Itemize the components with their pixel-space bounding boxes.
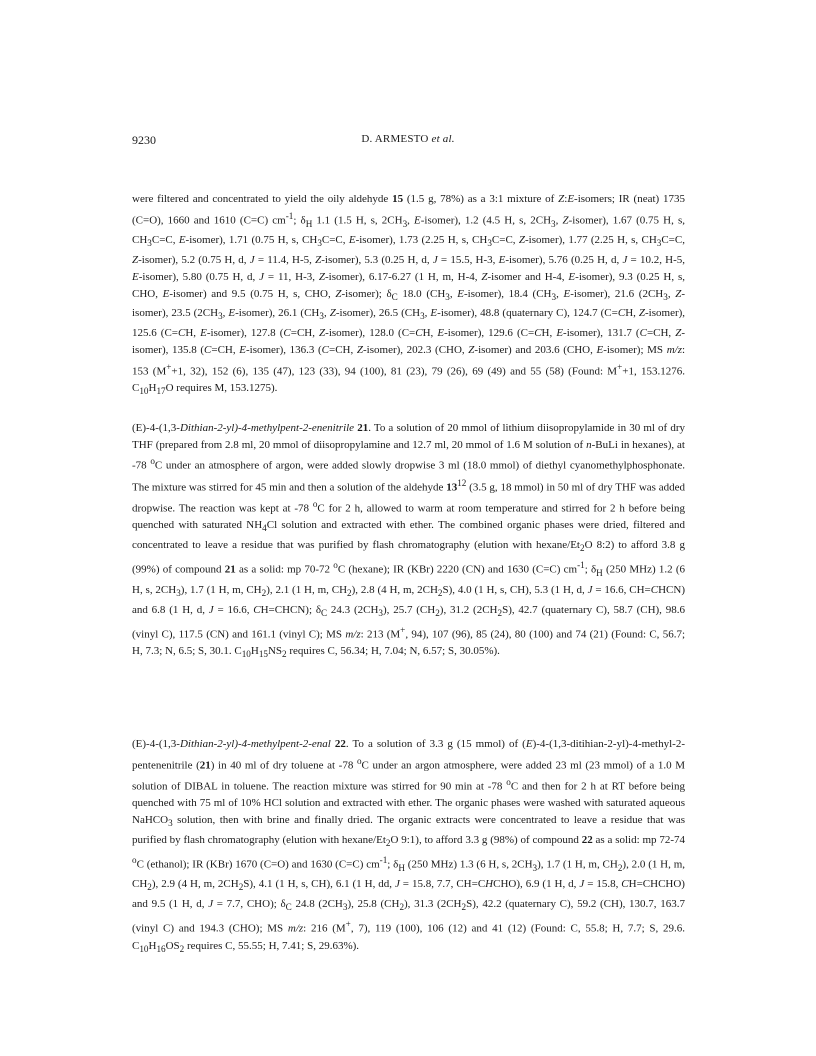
paragraph-text: were filtered and concentrated to yield the oily aldehyde 15 (1.5 g, 78%) as a 3:1 mixture of Z:E-isomers; IR (neat) 1735 (C=O), 1660 and 1610 (C=C) $cm^{-1}$; $\delta_H$ 1.1 (1.5 H, s, $2CH_3$, E-isomer), 1.2 (4.5 H, s, $2CH_3$, Z-isomer), 1.67 (0.75 H, s, $CH_3C=C$, E-isomer), 1.71 (0.75 H, s, $CH_3C=C$, E-isomer), 1.73 (2.25 H, s, $CH_3C=C$, Z-isomer), 1.77 (2.25 H, s, $CH_3C=C$, Z-isomer), 5.2 (0.75 H, d, J = 11.4, H-5, Z-isomer), 5.3 (0.25 H, d, J = 15.5, H-3, E-isomer), 5.76 (0.25 H, d, J = 10.2, H-5, E-isomer), 5.80 (0.75 H, d, J = 11, H-3, Z-isomer), 6.17-6.27 (1 H, m, H-4, Z-isomer and H-4, E-isomer), 9.3 (0.25 H, s, CHO, E-isomer) and 9.5 (0.75 H, s, CHO, Z-isomer); $\delta_C$ 18.0 ($CH_3$, E-isomer), 18.4 ($CH_3$, E-isomer), 21.6 ($2CH_3$, Z-isomer), 23.5 ($2CH_3$, E-isomer), 26.1 ($CH_3$, Z-isomer), 26.5 ($CH_3$, E-isomer), 48.8 (quaternary C), 124.7 (C=CH, Z-isomer), 125.6 (C=CH, E-isomer), 127.8 (C=CH, Z-isomer), 128.0 (C=CH, E-isomer), 129.6 (C=CH, E-isomer), 131.7 (C=CH, Z-isomer), 135.8 (C=CH, E-isomer), 136.3 (C=CH, Z-isomer), 202.3 (CHO, Z-isomer) and 203.6 (CHO, E-isomer); MS m/z: 153 (M++1, 32), 152 (6), 135 (47), 123 (33), 94 (100), 81 (23), 79 (26), 69 (49) and 55 (58) (Found: M++1, 153.1276. $C_{10}H_{17}O$ requires M, 153.1275). xyxy=(132,193,686,397)
running-head xyxy=(0,133,816,145)
author-initial: D. A xyxy=(361,133,383,145)
author-name-small-caps: RMESTO xyxy=(382,133,429,145)
paragraph-text: (E)-4-(1,3-Dithian-2-yl)-4-methylpent-2-enenitrile 21. To a solution of 20 mmol of lithium diisopropylamide in 30 ml of dry THF (prepared from 2.8 ml, 20 mmol of diisopropylamine and 12.7 ml, 20 mmol of 1.6 M solution of n-BuLi in hexanes), at -78 $^o$C under an atmosphere of argon, were added slowly dropwise 3 ml (18.0 mmol) of diethyl cyanomethylphosphonate. The mixture was stirred for 45 min and then a solution of the aldehyde $13^{12}$ (3.5 g, 18 mmol) in 50 ml of dry THF was added dropwise. The reaction was kept at -78 $^o$C for 2 h, allowed to warm at room temperature and stirred for 2 h before being quenched with saturated $NH_4Cl$ solution and extracted with ether. The combined organic phases were dried, filtered and concentrated to leave a residue that was purified by flash chromatography (elution with hexane/$Et_2O$ 8:2) to afford 3.8 g (99%) of compound 21 as a solid: mp 70-72 $^o$C (hexane); IR (KBr) 2220 (CN) and 1630 (C=C) $cm^{-1}$; $\delta_H$ (250 MHz) 1.2 (6 H, s, $2CH_3$), 1.7 (1 H, m, $CH_2$), 2.1 (1 H, m, $CH_2$), 2.8 (4 H, m, $2CH_2S$), 4.0 (1 H, s, CH), 5.3 (1 H, d, J = 16.6, CH=CHCN) and 6.8 (1 H, d, J = 16.6, CH=CHCN); $\delta_C$ 24.3 $(2CH_3)$, 25.7 $(CH_2)$, 31.2 $(2CH_2S)$, 42.7 (quaternary C), 58.7 (CH), 98.6 (vinyl C), 117.5 (CN) and 161.1 (vinyl C); MS m/z: 213 (M+, 94), 107 (96), 85 (24), 80 (100) and 74 (21) (Found: C, 56.7; H, 7.3; N, 6.5; S, 30.1. $C_{10}H_{15}NS_2$ requires C, 56.34; H, 7.04; N, 6.57; S, 30.05%). xyxy=(132,422,686,660)
paragraph-text: (E)-4-(1,3-Dithian-2-yl)-4-methylpent-2-enal 22. To a solution of 3.3 g (15 mmol) of (E)-4-(1,3-ditihian-2-yl)-4-methyl-2-pentenenitrile (21) in 40 ml of dry toluene at -78 $^o$C under an argon atmosphere, were added 23 ml (23 mmol) of a 1.0 M solution of DIBAL in toluene. The reaction mixture was stirred for 90 min at -78 $^o$C and then for 2 h at RT before being quenched with 75 ml of 10% HCl solution and extracted with ether. The organic phases were washed with saturated aqueous NaHCO$_3$ solution, then with brine and finally dried. The organic extracts were concentrated to leave a residue that was purified by flash chromatography (elution with hexane/$Et_2O$ 9:1), to afford 3.3 g (98%) of compound 22 as a solid: mp 72-74 $^o$C (ethanol); IR (KBr) 1670 (C=O) and 1630 (C=C) $cm^{-1}$; $\delta_H$ (250 MHz) 1.3 (6 H, s, $2CH_3$), 1.7 (1 H, m, $CH_2$), 2.0 (1 H, m, $CH_2$), 2.9 (4 H, m, $2CH_2S$), 4.1 (1 H, s, CH), 6.1 (1 H, dd, J = 15.8, 7.7, CH=CHCHO), 6.9 (1 H, d, J = 15.8, CH=CHCHO) and 9.5 (1 H, d, J = 7.7, CHO); $\delta_C$ 24.8 $(2CH_3)$, 25.8 $(CH_2)$, 31.3 $(2CH_2S)$, 42.2 (quaternary C), 59.2 (CH), 130.7, 163.7 (vinyl C) and 194.3 (CHO); MS m/z: 216 (M+, 7), 119 (100), 106 (12) and 41 (12) (Found: C, 55.8; H, 7.7; S, 29.6. $C_{10}H_{16}OS_2$ requires C, 55.55; H, 7.41; S, 29.63%). xyxy=(132,738,686,954)
author-suffix: et al. xyxy=(431,133,455,145)
paragraph-compound-22 xyxy=(132,736,685,957)
page-number: 9230 xyxy=(132,133,156,147)
paragraph-compound-21 xyxy=(132,420,685,663)
paragraph-aldehyde-15 xyxy=(132,191,685,400)
